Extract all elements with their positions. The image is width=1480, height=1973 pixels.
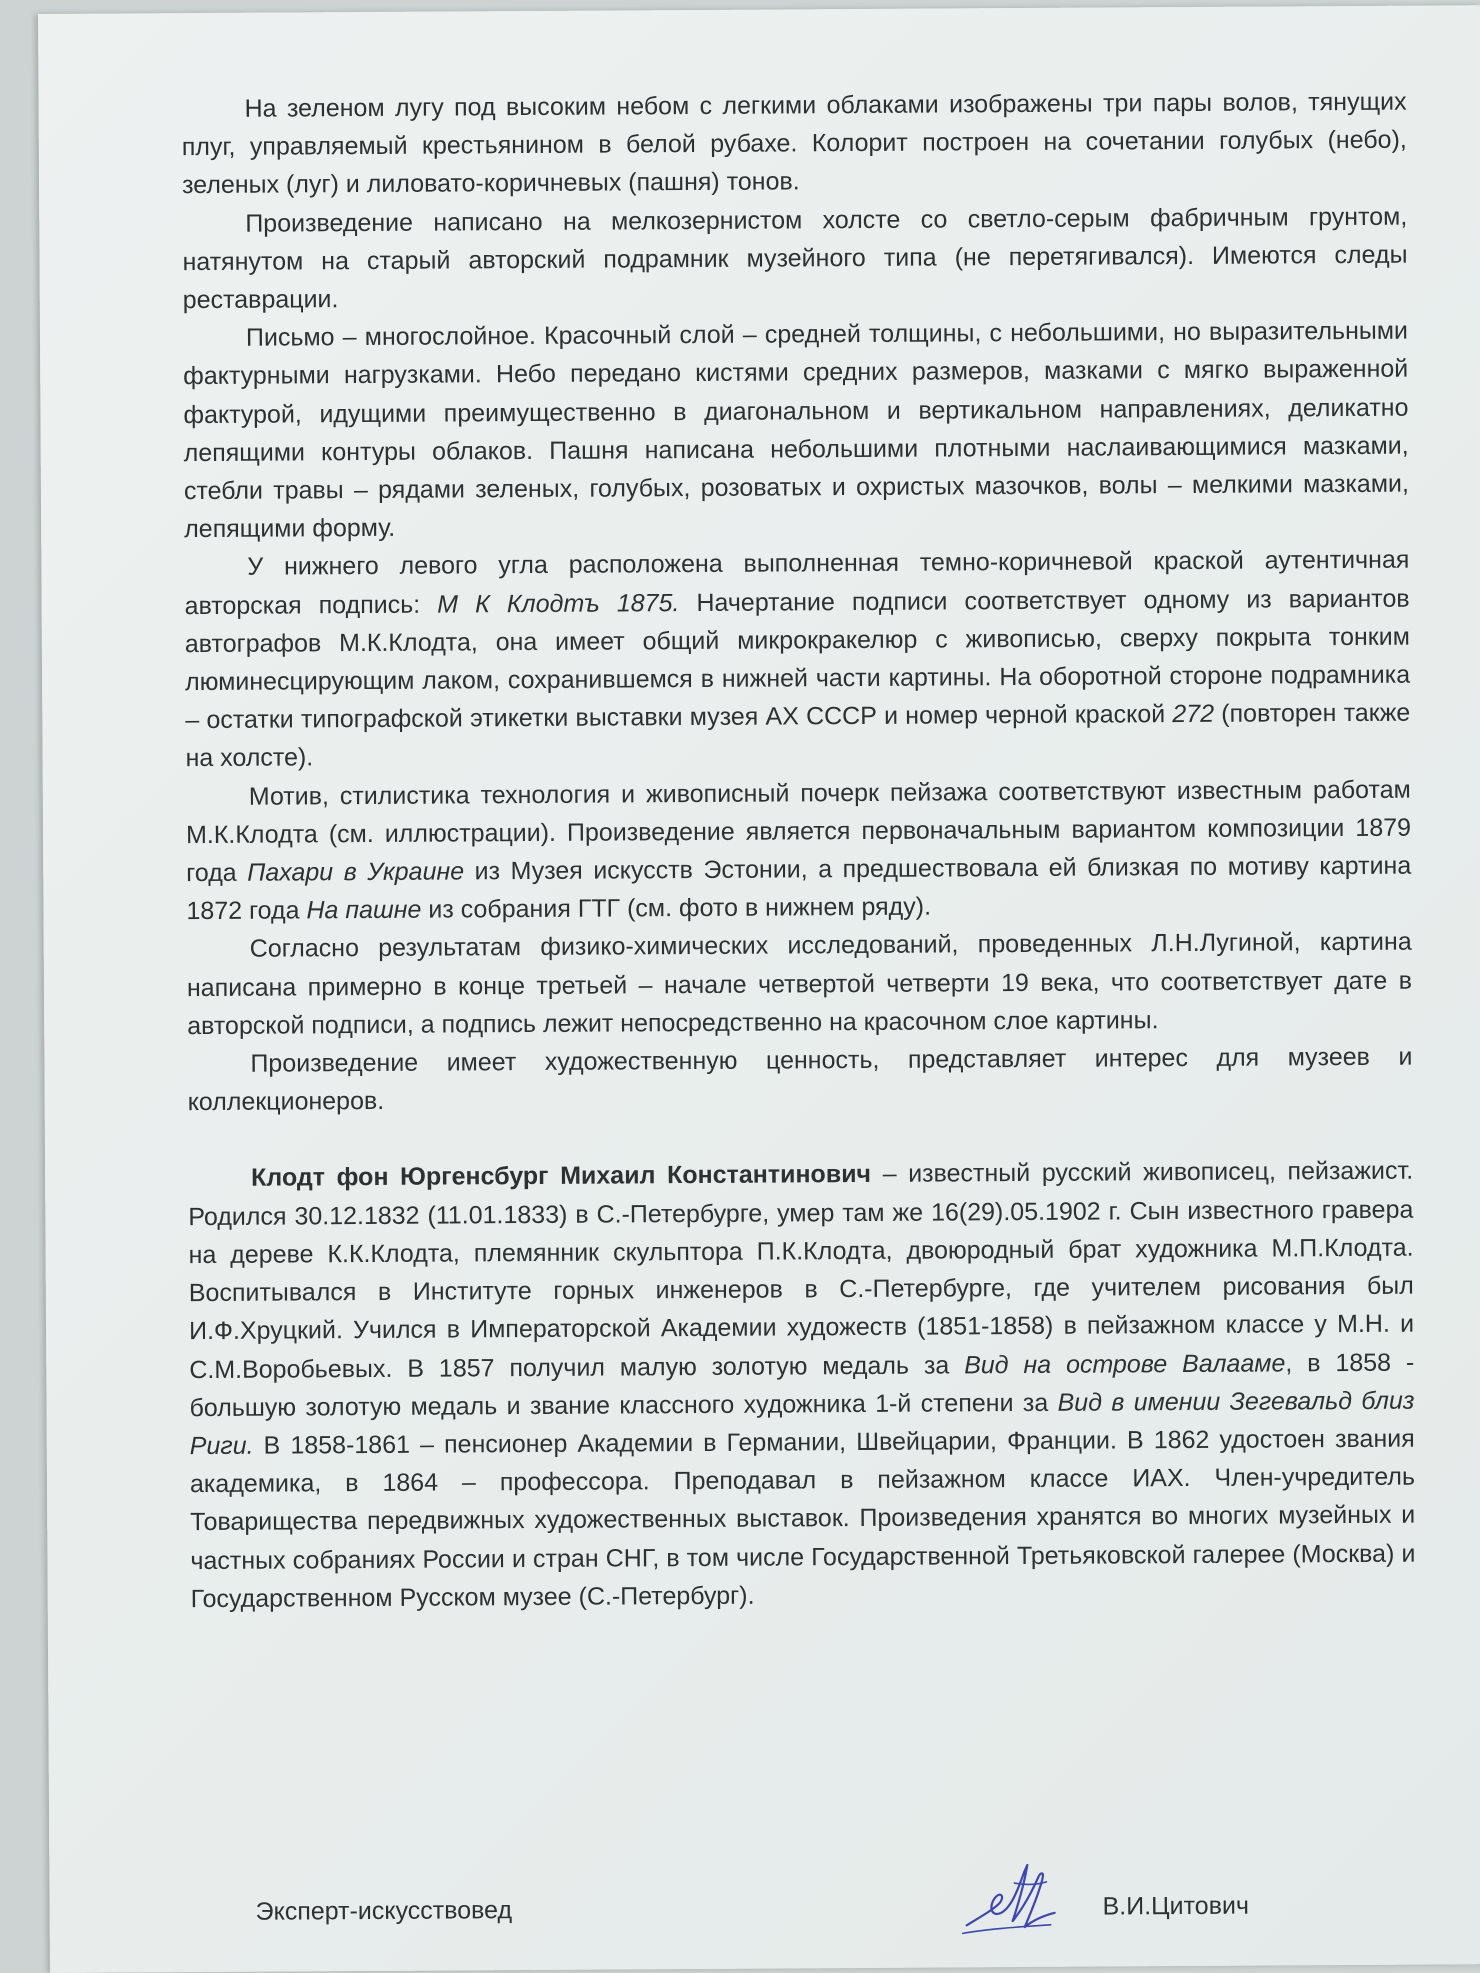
- expert-name: В.И.Цитович: [1102, 1891, 1250, 1921]
- paragraph-research: Согласно результатам физико-химических исследований, проведенных Л.Н.Лугиной, картина написана примерно в конце третьей – начале четвертой четверти 19 века, что соответствует дате в авторской подписи, а подпись лежит непосредственно на красочном слое картины.: [186, 928, 1413, 1040]
- text-segment: из собрания ГТГ (см. фото в нижнем ряду).: [421, 892, 932, 924]
- inventory-number: 272: [1172, 700, 1215, 729]
- author-signature-text: М К Клодтъ 1875.: [437, 588, 680, 619]
- artwork-title: Вид в имении Зегевальд близ Риги.: [189, 1386, 1415, 1461]
- paragraph-attribution: [186, 770, 1412, 930]
- expert-title: Эксперт-искусствовед: [255, 1896, 513, 1926]
- signature-block: [49, 1882, 1480, 1951]
- text-segment: В 1858-1861 – пенсионер Академии в Германии, Швейцарии, Франции. В 1862 удостоен звания академика, в 1864 – профессора. Преподавал в пейзажном классе ИАХ. Член-учредитель Товарищества передвижных художественных выставок. Произведения хранятся во многих музейных и частных собраниях России и стран СНГ, в том числе Государственной Третьяковской галерее (Москва) и Государственном Русском музее (С.-Петербург).: [189, 1424, 1416, 1613]
- text-segment: У нижнего левого угла расположена выполненная темно-коричневой краской аутентичная авторская подпись:: [184, 546, 1410, 620]
- artwork-title: Вид на острове Валааме: [964, 1348, 1286, 1379]
- text-segment: Мотив, стилистика технология и живописный почерк пейзажа соответствуют известным работам М.К.Клодта (см. иллюстрации). Произведение является первоначальным вариантом композиции 1879 года: [185, 775, 1412, 888]
- document-body: [181, 83, 1415, 1618]
- text-segment: Начертание подписи соответствует одному из вариантов автографов М.К.Клодта, она имеет общий микрокракелюр с живописью, сверху покрыта тонким люминесцирующим лаком, сохранившемся в нижней части картины. На оборотной стороне подрамника – остатки типографской этикетки выставки музея АХ СССР и номер черной краской: [184, 584, 1411, 735]
- paragraph-description: На зеленом лугу под высоким небом с легкими облаками изображены три пары волов, тянущих плуг, управляемый крестьянином в белой рубахе. Колорит построен на сочетании голубых (небо), зеленых (луг) и лиловато-коричневых (пашня) тонов.: [181, 87, 1407, 200]
- text-segment: из Музея искусств Эстонии, а предшествовала ей близкая по мотиву картина 1872 года: [186, 851, 1412, 926]
- artwork-title: Пахари в Украине: [247, 857, 465, 887]
- paragraph-canvas: Произведение написано на мелкозернистом холсте со светло-серым фабричным грунтом, натянутом на старый авторский подрамник музейного типа (не перетягивался). Имеются следы реставрации.: [182, 202, 1408, 315]
- handwritten-signature: [954, 1855, 1065, 1946]
- document-sheet: [38, 5, 1480, 1973]
- paragraph-conclusion: Произведение имеет художественную ценность, представляет интерес для музеев и коллекционеров.: [187, 1042, 1413, 1117]
- text-segment: (повторен также на холсте).: [185, 698, 1411, 773]
- text-segment: – известный русский живописец, пейзажист. Родился 30.12.1832 (11.01.1833) в С.-Петербурге, умер там же 16(29).05.1902 г. Сын известного гравера на дереве К.К.Клодта, племянник скульптора П.К.Клодта, двоюродный брат художника М.П.Клодта. Воспитывался в Институте горных инженеров в С.-Петербурге, где учителем рисования был И.Ф.Хруцкий. Учился в Императорской Академии художеств (1851-1858) в пейзажном классе у М.Н. и С.М.Воробьевых. В 1857 получил малую золотую медаль за: [188, 1157, 1415, 1384]
- paragraph-technique: Письмо – многослойное. Красочный слой – средней толщины, с небольшими, но выразительными фактурными нагрузками. Небо передано кистями средних размеров, мазками с мягко выраженной фактурой, идущими преимущественно в диагональном и вертикальном направлениях, деликатно лепящими контуры облаков. Пашня написана небольшими плотными наслаивающимися мазками, стебли травы – рядами зеленых, голубых, розоватых и охристых мазочков, волы – мелкими мазками, лепящими форму.: [183, 316, 1409, 544]
- artist-name: Клодт фон Юргенсбург Михаил Константинович: [251, 1160, 872, 1193]
- paragraph-signature-analysis: [184, 541, 1410, 778]
- text-segment: , в 1858 - большую золотую медаль и звание классного художника 1-й степени за: [189, 1348, 1415, 1422]
- artwork-title: На пашне: [306, 895, 422, 925]
- paragraph-biography: [188, 1152, 1416, 1618]
